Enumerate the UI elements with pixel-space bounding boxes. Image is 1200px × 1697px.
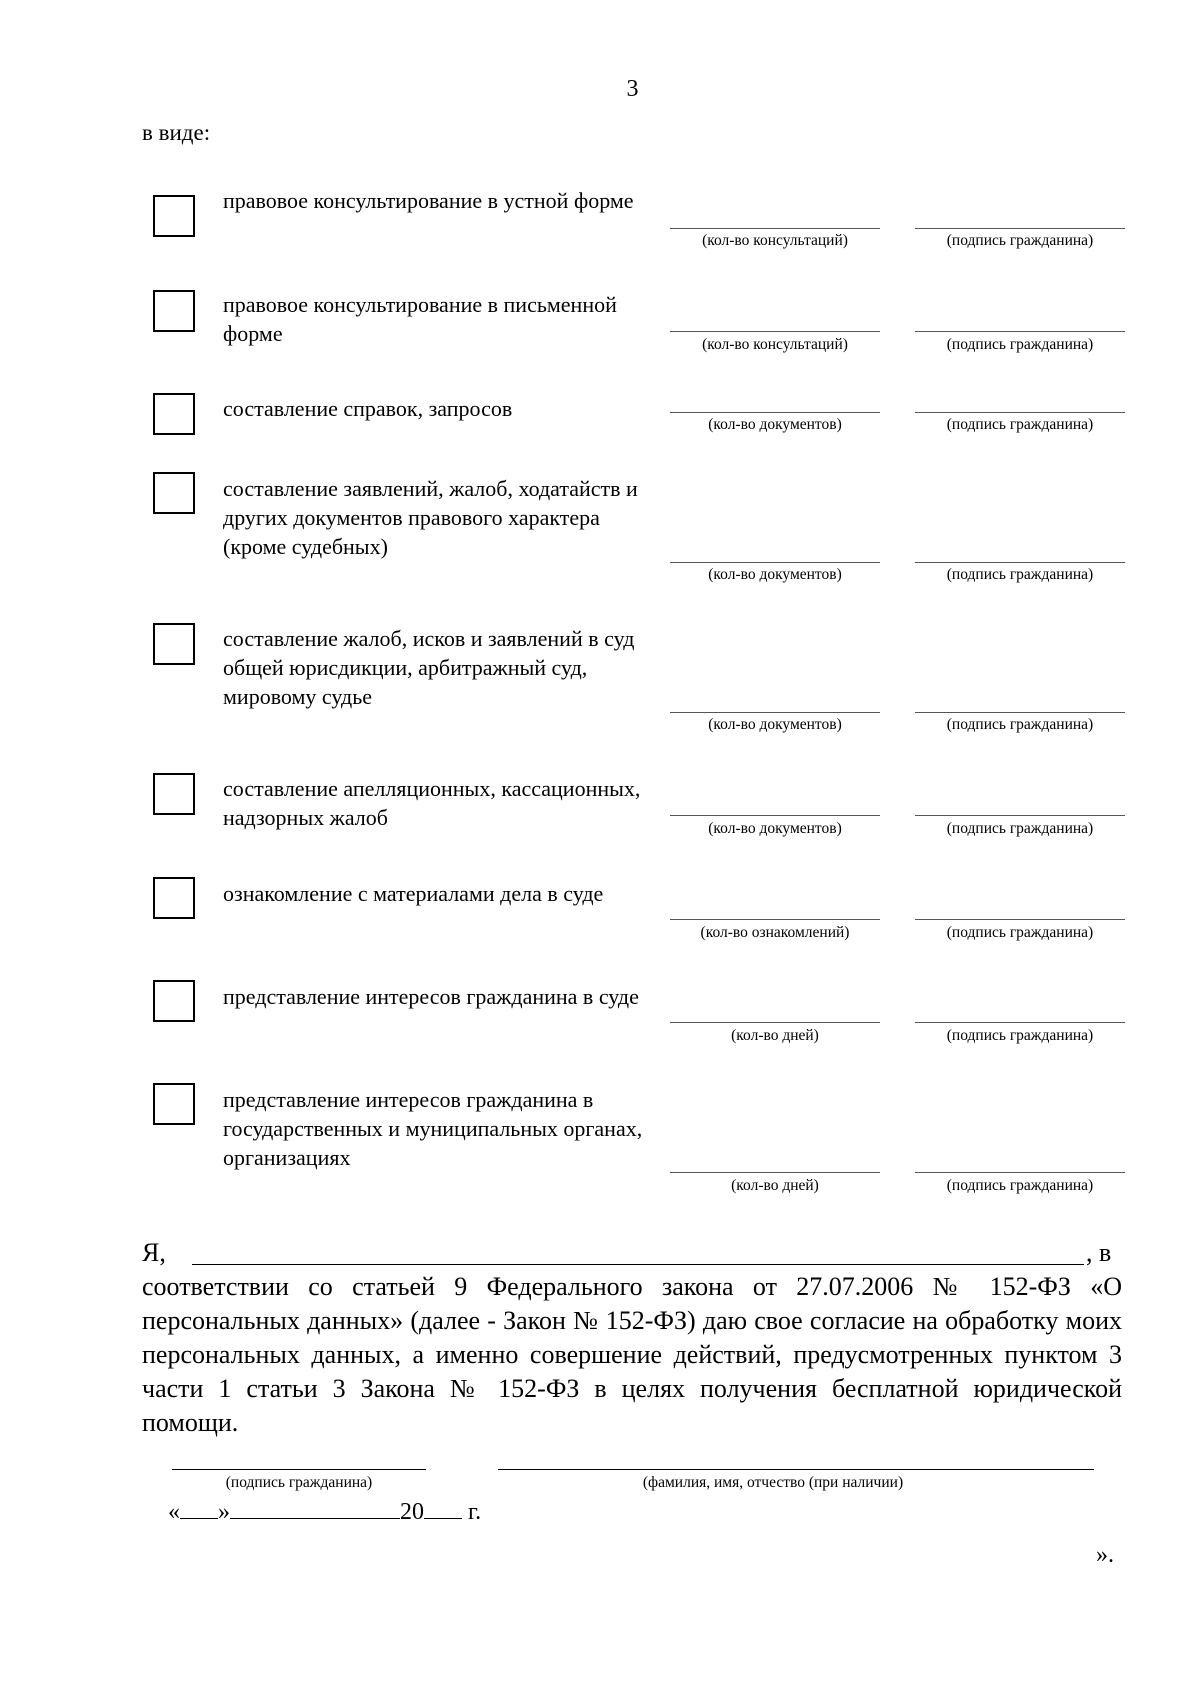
- citizen-signature-line[interactable]: [172, 1469, 426, 1470]
- service-checkbox[interactable]: [153, 773, 195, 815]
- service-label: составление жалоб, исков и заявлений в суд общей юрисдикции, арбитражный суд, мировому судье: [223, 626, 635, 709]
- quantity-line[interactable]: [670, 919, 880, 920]
- quantity-caption: (кол-во ознакомлений): [700, 924, 850, 941]
- signature-caption: (подпись гражданина): [946, 1177, 1094, 1194]
- signature-line[interactable]: [915, 712, 1125, 713]
- signature-caption: (подпись гражданина): [946, 416, 1094, 433]
- signature-line[interactable]: [915, 1172, 1125, 1173]
- quantity-caption: (кол-во консультаций): [702, 232, 848, 249]
- signature-caption: (подпись гражданина): [946, 1027, 1094, 1044]
- service-checkbox[interactable]: [153, 623, 195, 665]
- signature-caption: (подпись гражданина): [946, 336, 1094, 353]
- service-label: правовое консультирование в письменной форме: [223, 292, 617, 346]
- signature-caption: (подпись гражданина): [946, 820, 1094, 837]
- full-name-caption: (фамилия, имя, отчество (при наличии): [642, 1474, 904, 1491]
- year-field[interactable]: [424, 1496, 462, 1519]
- citizen-signature-caption: (подпись гражданина): [225, 1474, 373, 1491]
- consent-suffix: , в: [1086, 1238, 1112, 1267]
- service-label: составление заявлений, жалоб, ходатайств и других документов правового характера (кроме судебных): [223, 476, 638, 559]
- signature-line[interactable]: [915, 228, 1125, 229]
- signature-line[interactable]: [915, 919, 1125, 920]
- signature-caption: (подпись гражданина): [946, 924, 1094, 941]
- signature-line[interactable]: [915, 412, 1125, 413]
- page-number: 3: [626, 76, 639, 102]
- signature-line[interactable]: [915, 331, 1125, 332]
- consent-prefix: Я,: [142, 1238, 166, 1267]
- quantity-line[interactable]: [670, 1172, 880, 1173]
- service-checkbox[interactable]: [153, 195, 195, 237]
- service-label: представление интересов гражданина в суде: [223, 984, 639, 1009]
- quantity-line[interactable]: [670, 412, 880, 413]
- quantity-line[interactable]: [670, 1022, 880, 1023]
- service-label: ознакомление с материалами дела в суде: [223, 881, 604, 906]
- consent-text: соответствии со статьей 9 Федерального закона от 27.07.2006 № 152-ФЗ «О персональных данных» (далее - Закон № 152-ФЗ) даю свое согласие на обработку моих персональных данных, а именно совершение действий, предусмотренных пунктом 3 части 1 статьи 3 Закона № 152-ФЗ в целях получения бесплатной юридической помощи.: [142, 1272, 1122, 1437]
- signature-caption: (подпись гражданина): [946, 716, 1094, 733]
- signature-caption: (подпись гражданина): [946, 232, 1094, 249]
- service-label: представление интересов гражданина в государственных и муниципальных органах, организациях: [223, 1087, 643, 1170]
- service-label: составление апелляционных, кассационных, надзорных жалоб: [223, 776, 641, 830]
- signature-line[interactable]: [915, 562, 1125, 563]
- service-label: составление справок, запросов: [223, 396, 513, 421]
- quantity-caption: (кол-во документов): [708, 416, 842, 433]
- quantity-caption: (кол-во документов): [708, 566, 842, 583]
- quantity-caption: (кол-во дней): [731, 1177, 819, 1194]
- quantity-line[interactable]: [670, 228, 880, 229]
- date-open-quote: «: [168, 1499, 180, 1525]
- year-suffix: г.: [468, 1499, 482, 1525]
- service-checkbox[interactable]: [153, 393, 195, 435]
- full-name-signature-line[interactable]: [498, 1469, 1094, 1470]
- intro-text: в виде:: [142, 120, 211, 145]
- full-name-line[interactable]: [192, 1264, 1084, 1265]
- quantity-line[interactable]: [670, 712, 880, 713]
- quantity-line[interactable]: [670, 562, 880, 563]
- service-checkbox[interactable]: [153, 877, 195, 919]
- date-close-quote: »: [218, 1499, 230, 1525]
- quantity-line[interactable]: [670, 331, 880, 332]
- month-field[interactable]: [230, 1496, 400, 1519]
- quantity-caption: (кол-во документов): [708, 820, 842, 837]
- year-century: 20: [400, 1499, 424, 1525]
- service-checkbox[interactable]: [153, 980, 195, 1022]
- quantity-line[interactable]: [670, 815, 880, 816]
- quantity-caption: (кол-во дней): [731, 1027, 819, 1044]
- signature-line[interactable]: [915, 1022, 1125, 1023]
- service-checkbox[interactable]: [153, 472, 195, 514]
- signature-line[interactable]: [915, 815, 1125, 816]
- signature-caption: (подпись гражданина): [946, 566, 1094, 583]
- day-field[interactable]: [180, 1496, 218, 1519]
- service-checkbox[interactable]: [153, 1083, 195, 1125]
- date-row: [168, 1496, 481, 1526]
- service-label: правовое консультирование в устной форме: [223, 188, 634, 213]
- closing-quote: ».: [1096, 1542, 1114, 1568]
- service-checkbox[interactable]: [153, 290, 195, 332]
- quantity-caption: (кол-во документов): [708, 716, 842, 733]
- quantity-caption: (кол-во консультаций): [702, 336, 848, 353]
